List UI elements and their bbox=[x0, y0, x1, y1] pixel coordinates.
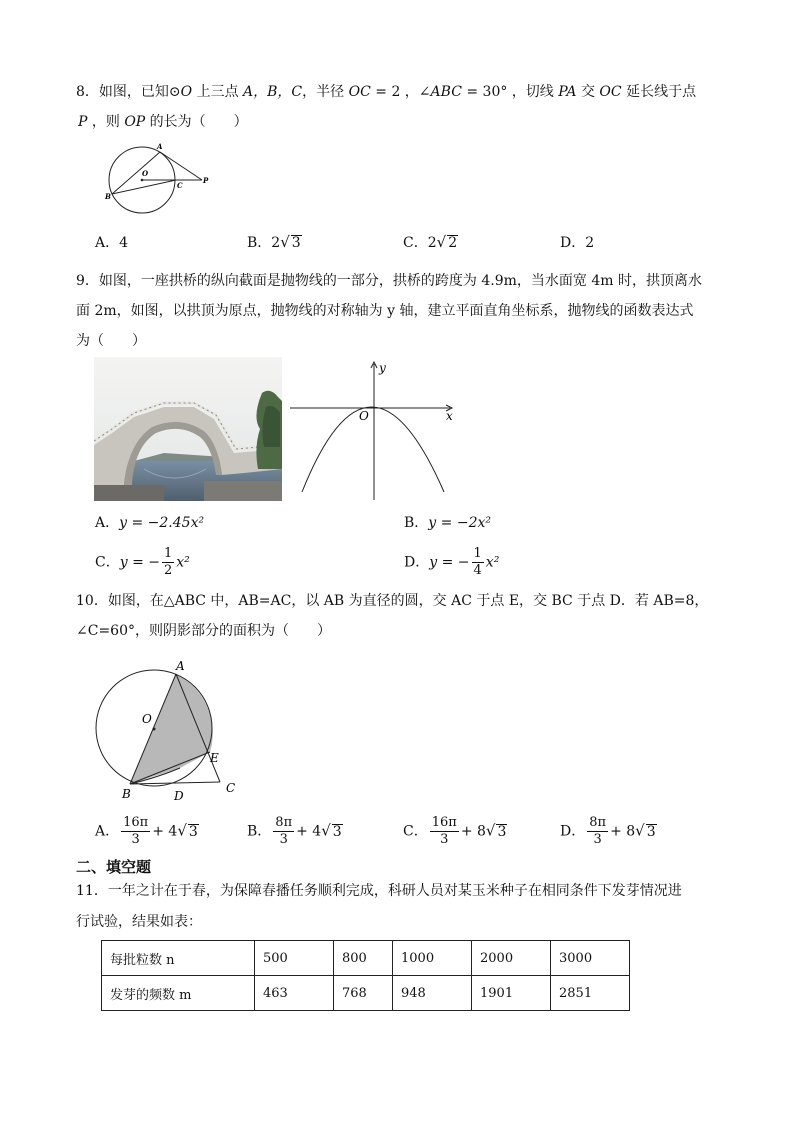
q8-option-c[interactable]: C．2√ 2 bbox=[403, 233, 458, 251]
q10-option-a-radicand: 3 bbox=[188, 823, 198, 840]
q10-option-a-label: A． bbox=[95, 823, 120, 840]
q9-coordinate-figure bbox=[286, 360, 458, 505]
q8-tangent-pa bbox=[160, 152, 202, 180]
q10-option-d-tail: + 8 bbox=[610, 823, 636, 840]
section-heading-fill-blank: 二、填空题 bbox=[76, 858, 152, 876]
q10-option-d-label: D． bbox=[560, 823, 586, 840]
q8-label-o: O bbox=[142, 169, 149, 178]
table-cell: 463 bbox=[255, 976, 334, 1011]
q10-label-o: O bbox=[142, 712, 152, 726]
q9-stem-line3: 为（ ） bbox=[76, 333, 146, 349]
q8-segment-op: OP bbox=[124, 114, 146, 130]
q8-option-b[interactable]: B．2√ 3 bbox=[247, 233, 301, 251]
q9-option-c-den: 2 bbox=[164, 563, 173, 578]
q10-stem-line2: ∠C=60°，则阴影部分的面积为（ ） bbox=[76, 623, 331, 639]
q10-option-b-tail: + 4 bbox=[296, 823, 322, 840]
q8-label-c: C bbox=[177, 181, 183, 190]
q9-option-b[interactable] bbox=[404, 512, 491, 532]
q10-label-a: A bbox=[176, 659, 185, 673]
q8-point-p: P bbox=[78, 114, 88, 130]
table-cell: 2851 bbox=[551, 976, 630, 1011]
q10-option-b-radicand: 3 bbox=[332, 823, 342, 840]
table-cell: 800 bbox=[334, 941, 393, 976]
table-cell: 1901 bbox=[472, 976, 551, 1011]
q8-option-a[interactable]: A．4 bbox=[95, 235, 129, 251]
q8-label-b: B bbox=[105, 192, 111, 201]
q10-option-a-fraction bbox=[121, 815, 150, 848]
q8-circle-name: O bbox=[180, 84, 193, 100]
table-header-cell: 每批粒数 n bbox=[102, 941, 255, 976]
q10-option-d-radicand: 3 bbox=[646, 823, 656, 840]
q10-option-c-radicand: 3 bbox=[497, 823, 507, 840]
q10-option-d-den: 3 bbox=[593, 832, 602, 847]
q9-option-d[interactable] bbox=[404, 546, 499, 579]
q10-option-c[interactable]: C． $\frac{16\pi}{3}$ + 8√ 3 bbox=[403, 815, 507, 847]
table-cell: 1000 bbox=[393, 941, 472, 976]
q10-label-b: B bbox=[122, 787, 131, 801]
table-cell: 500 bbox=[255, 941, 334, 976]
q8-text: 上三点 bbox=[192, 84, 244, 100]
q8-text: 延长线于点 bbox=[621, 84, 697, 100]
q9-option-c-label: C． bbox=[95, 554, 120, 571]
q8-option-b-coef: B．2 bbox=[247, 235, 281, 251]
q10-label-c: C bbox=[226, 781, 236, 795]
q8-segment-pa: PA bbox=[558, 84, 577, 100]
q9-option-d-num: 1 bbox=[473, 546, 482, 561]
q8-stem-line1 bbox=[76, 78, 696, 106]
q9-option-a-expr: y = −2.45x² bbox=[119, 515, 205, 531]
q10-option-c-label: C． bbox=[403, 823, 428, 840]
q8-option-d[interactable]: D．2 bbox=[560, 235, 595, 251]
q8-text: ，则 bbox=[87, 114, 125, 130]
q9-option-c[interactable] bbox=[95, 546, 190, 579]
q10-option-b-fraction bbox=[273, 815, 294, 848]
q11-stem-line1: 11．一年之计在于春，为保障春播任务顺利完成，科研人员对某玉米种子在相同条件下发芽情况进 bbox=[76, 883, 682, 899]
q8-center-dot bbox=[141, 179, 144, 182]
q9-option-d-label: D． bbox=[404, 554, 430, 571]
q10-option-b[interactable]: B． $\frac{8\pi}{3}$ + 4√ 3 bbox=[247, 815, 342, 847]
q10-option-d-num: 8π bbox=[589, 815, 607, 830]
q11-data-table bbox=[101, 940, 630, 1011]
q10-stem-line1: 10．如图，在△ABC 中，AB=AC，以 AB 为直径的圆，交 AC 于点 E，交 BC 于点 D．若 AB=8， bbox=[76, 593, 709, 609]
q10-center-dot bbox=[153, 728, 156, 731]
q10-option-a-den: 3 bbox=[131, 832, 140, 847]
q9-label-x: x bbox=[446, 409, 453, 423]
q10-option-c-num: 16π bbox=[431, 815, 457, 830]
q8-label-a: A bbox=[157, 142, 163, 151]
q9-option-d-den: 4 bbox=[473, 563, 482, 578]
q8-segment-ba bbox=[112, 152, 160, 194]
q10-option-c-den: 3 bbox=[440, 832, 449, 847]
table-cell: 2000 bbox=[472, 941, 551, 976]
q8-text: 的长为（ ） bbox=[145, 114, 248, 130]
table-cell: 948 bbox=[393, 976, 472, 1011]
q10-option-d[interactable]: D． $\frac{8\pi}{3}$ + 8√ 3 bbox=[560, 815, 656, 847]
q9-label-origin: O bbox=[359, 409, 369, 423]
q8-option-c-coef: C．2 bbox=[403, 235, 437, 251]
q8-text: 8．如图，已知⊙ bbox=[76, 84, 181, 100]
table-row bbox=[102, 941, 630, 976]
q8-option-c-radicand: 2 bbox=[448, 235, 458, 251]
q9-option-c-rhs: x² bbox=[176, 554, 190, 571]
q9-option-b-label: B． bbox=[404, 515, 429, 531]
q8-text: 交 bbox=[576, 84, 600, 100]
q9-option-d-rhs: x² bbox=[485, 554, 500, 571]
q9-option-d-lhs: y = − bbox=[429, 554, 470, 571]
q8-segment-bc bbox=[112, 180, 176, 194]
q8-label-p: P bbox=[203, 176, 209, 185]
q10-label-e: E bbox=[210, 751, 219, 765]
q10-option-a[interactable]: A． $\frac{16\pi}{3}$ + 4√ 3 bbox=[95, 815, 198, 847]
q10-option-b-den: 3 bbox=[279, 832, 288, 847]
q8-text: = 30° ，切线 bbox=[461, 84, 559, 100]
q10-option-d-fraction bbox=[587, 815, 608, 848]
q10-option-a-num: 16π bbox=[123, 815, 149, 830]
q8-points: A，B，C bbox=[243, 84, 303, 100]
q10-figure bbox=[92, 656, 242, 804]
q8-figure bbox=[100, 138, 220, 218]
q9-bridge-photo bbox=[94, 357, 282, 501]
q8-angle-abc: ABC bbox=[430, 84, 462, 100]
table-cell: 3000 bbox=[551, 941, 630, 976]
q10-option-b-num: 8π bbox=[275, 815, 293, 830]
table-row bbox=[102, 976, 630, 1011]
q9-stem-line1: 9．如图，一座拱桥的纵向截面是抛物线的一部分，拱桥的跨度为 4.9m，当水面宽 4m 时，拱顶离水 bbox=[76, 273, 702, 289]
q8-option-b-radicand: 3 bbox=[291, 235, 301, 251]
q9-parabola bbox=[302, 407, 444, 492]
q10-option-c-fraction bbox=[430, 815, 459, 848]
q9-option-b-expr: y = −2x² bbox=[428, 515, 491, 531]
q8-segment-oc: OC bbox=[599, 84, 622, 100]
q8-text: ，半径 bbox=[302, 84, 349, 100]
q10-option-b-label: B． bbox=[247, 823, 272, 840]
q10-label-d: D bbox=[174, 789, 184, 803]
q9-option-c-fraction bbox=[162, 546, 174, 579]
q9-label-y: y bbox=[379, 361, 386, 375]
q9-option-d-fraction bbox=[472, 546, 484, 579]
q9-option-a-label: A． bbox=[95, 515, 120, 531]
q11-stem-line2: 行试验，结果如表： bbox=[76, 914, 202, 930]
q8-segment-oc: OC bbox=[348, 84, 371, 100]
q9-option-c-lhs: y = − bbox=[119, 554, 160, 571]
q9-option-c-num: 1 bbox=[164, 546, 173, 561]
q8-stem-line2 bbox=[78, 108, 248, 136]
table-cell: 768 bbox=[334, 976, 393, 1011]
q9-option-a[interactable] bbox=[95, 512, 204, 532]
q10-option-c-tail: + 8 bbox=[460, 823, 486, 840]
q10-option-a-tail: + 4 bbox=[152, 823, 178, 840]
table-header-cell: 发芽的频数 m bbox=[102, 976, 255, 1011]
q9-stem-line2: 面 2m，如图，以拱顶为原点，抛物线的对称轴为 y 轴，建立平面直角坐标系，抛物线的函数表达式 bbox=[76, 303, 694, 319]
q8-text: = 2 ，∠ bbox=[370, 84, 431, 100]
